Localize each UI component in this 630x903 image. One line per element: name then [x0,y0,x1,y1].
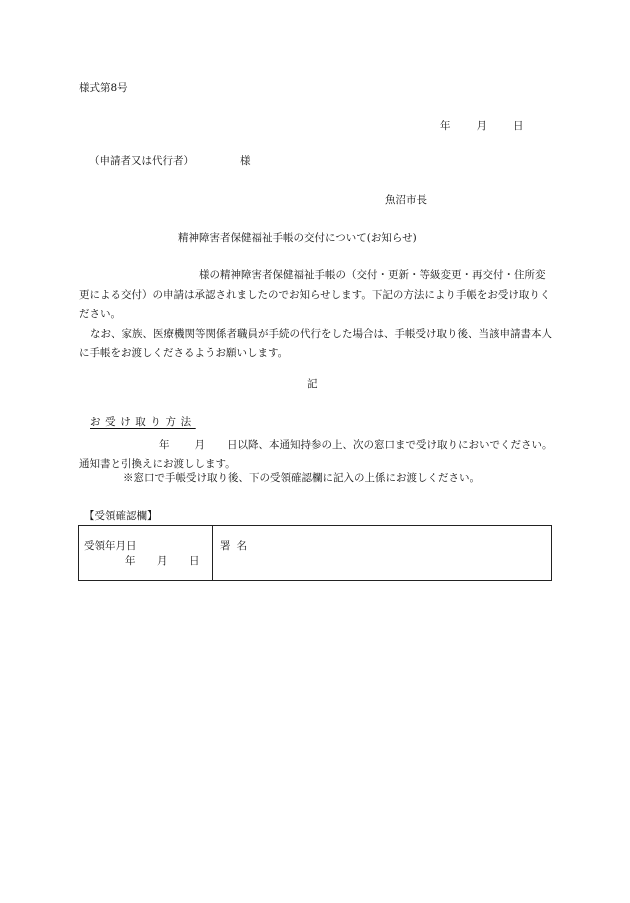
pickup-instructions: 日以降、本通知持参の上、次の窓口まで受け取りにおいでください。通知書と引換えにお渡しします。 [79,439,553,470]
signature-label: 署名 [220,540,253,552]
receipt-heading: 【受領確認欄】 [84,510,158,522]
receipt-month: 月 [157,555,168,567]
receipt-date-label: 受領年月日 [84,540,137,552]
pickup-method-text [79,436,554,474]
recipient-label: （申請者又は代行者） [89,155,194,167]
pickup-method-body [79,436,554,474]
issue-date [440,121,524,132]
sender-name: 魚沼市長 [385,194,427,206]
date-month: 月 [476,120,487,132]
date-year: 年 [440,120,451,132]
receipt-year: 年 [125,555,136,567]
document-title: 精神障害者保健福祉手帳の交付について(お知らせ) [178,232,417,244]
notice-paragraph-2: なお、家族、医療機関等関係者職員が手続の代行をした場合は、手帳受け取り後、当該申請書本人に手帳をお渡しくださるようお願いします。 [79,327,552,359]
notice-paragraph-1: 様の精神障害者保健福祉手帳の（交付・更新・等級変更・再交付・住所変更による交付）の申請は承認されましたのでお知らせします。下記の方法により手帳をお受け取りください。 [79,269,551,320]
date-day: 日 [513,120,524,132]
pickup-month: 月 [194,439,205,451]
notice-body [79,266,554,364]
receipt-date-fields [125,556,200,567]
recipient-line [89,156,251,167]
receipt-divider [212,526,213,580]
pickup-note: ※窓口で手帳受け取り後、下の受領確認欄に記入の上係にお渡しください。 [123,472,480,484]
pickup-method-heading: お受け取り方法 [90,416,196,428]
ki-heading: 記 [307,378,318,390]
form-number: 様式第8号 [79,82,128,94]
receipt-day: 日 [189,555,200,567]
recipient-honorific: 様 [240,155,251,167]
pickup-year: 年 [159,439,170,451]
receipt-confirmation-table [78,525,552,581]
